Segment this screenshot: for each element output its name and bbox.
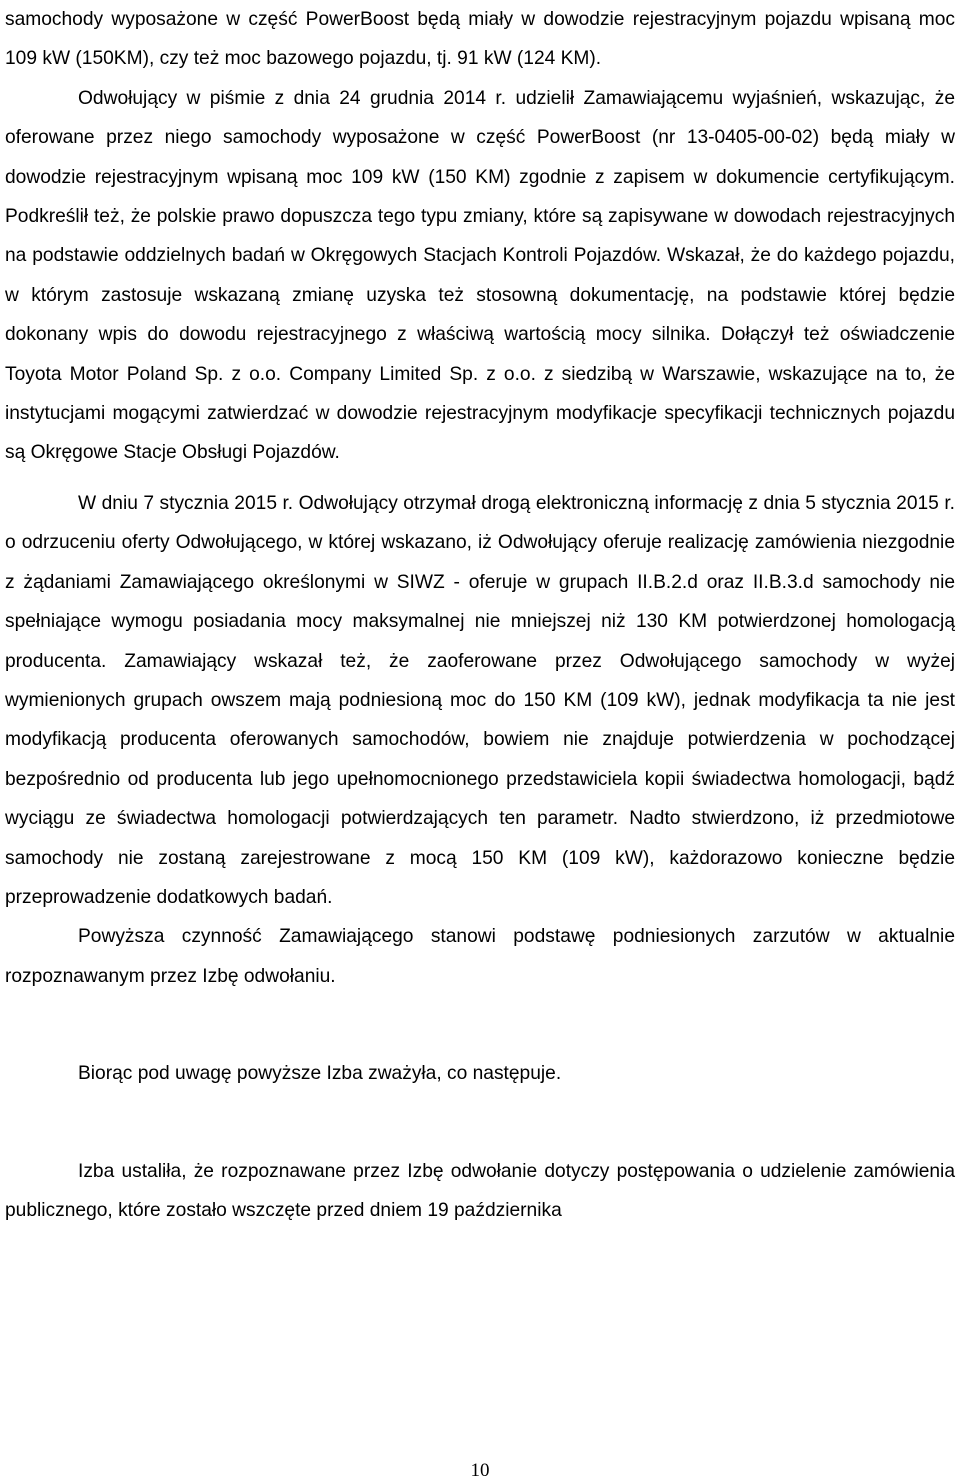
paragraph-3: W dniu 7 stycznia 2015 r. Odwołujący otrzymał drogą elektroniczną informację z dnia 5 stycznia 2015 r. o odrzuceniu oferty Odwołującego, w której wskazano, iż Odwołujący oferuje realizację zamówienia niezgodnie z żądaniami Zamawiającego określonymi w SIWZ - oferuje w grupach II.B.2.d oraz II.B.3.d samochody nie spełniające wymogu posiadania mocy maksymalnej nie mniejszej niż 130 KM potwierdzonej homologacją producenta. Zamawiający wskazał też, że zaoferowane przez Odwołującego samochody w wyżej wymienionych grupach owszem mają podniesioną moc do 150 KM (109 kW), jednak modyfikacja ta nie jest modyfikacją producenta oferowanych samochodów, bowiem nie znajduje potwierdzenia w pochodzącej bezpośrednio od producenta lub jego upełnomocnionego przedstawiciela kopii świadectwa homologacji, bądź wyciągu ze świadectwa homologacji potwierdzających ten parametr. Nadto stwierdzono, iż przedmiotowe samochody nie zostaną zarejestrowane z mocą 150 KM (109 kW), każdorazowo konieczne będzie przeprowadzenie dodatkowych badań. <box>5 492 955 908</box>
paragraph-1: samochody wyposażone w część PowerBoost będą miały w dowodzie rejestracyjnym pojazdu wpisaną moc 109 kW (150KM), czy też moc bazowego pojazdu, tj. 91 kW (124 KM). <box>5 9 955 70</box>
paragraph-4: Powyższa czynność Zamawiającego stanowi podstawę podniesionych zarzutów w aktualnie rozpoznawanym przez Izbę odwołaniu. <box>5 926 955 987</box>
paragraph-2: Odwołujący w piśmie z dnia 24 grudnia 2014 r. udzielił Zamawiającemu wyjaśnień, wskazując, że oferowane przez niego samochody wyposażone w część PowerBoost (nr 13-0405-00-02) będą miały w dowodzie rejestracyjnym wpisaną moc 109 kW (150 KM) zgodnie z zapisem w dokumencie certyfikującym. Podkreślił też, że polskie prawo dopuszcza tego typu zmiany, które są zapisywane w dowodach rejestracyjnych na podstawie oddzielnych badań w Okręgowych Stacjach Kontroli Pojazdów. Wskazał, że do każdego pojazdu, w którym zastosuje wskazaną zmianę uzyska też stosowną dokumentację, na podstawie której będzie dokonany wpis do dowodu rejestracyjnego z właściwą wartością mocy silnika. Dołączył też oświadczenie Toyota Motor Poland Sp. z o.o. Company Limited Sp. z o.o. z siedzibą w Warszawie, wskazujące na to, że instytucjami mogącymi zatwierdzać w dowodzie rejestracyjnym modyfikacje specyfikacji technicznych pojazdu są Okręgowe Stacje Obsługi Pojazdów. <box>5 87 955 464</box>
paragraph-5: Biorąc pod uwagę powyższe Izba zważyła, co następuje. <box>78 1063 562 1085</box>
paragraph-6: Izba ustaliła, że rozpoznawane przez Izbę odwołanie dotyczy postępowania o udzielenie zamówienia publicznego, które zostało wszczęte przed dniem 19 października <box>5 1160 955 1221</box>
document-body <box>5 0 955 1230</box>
page-number: 10 <box>470 1460 490 1481</box>
